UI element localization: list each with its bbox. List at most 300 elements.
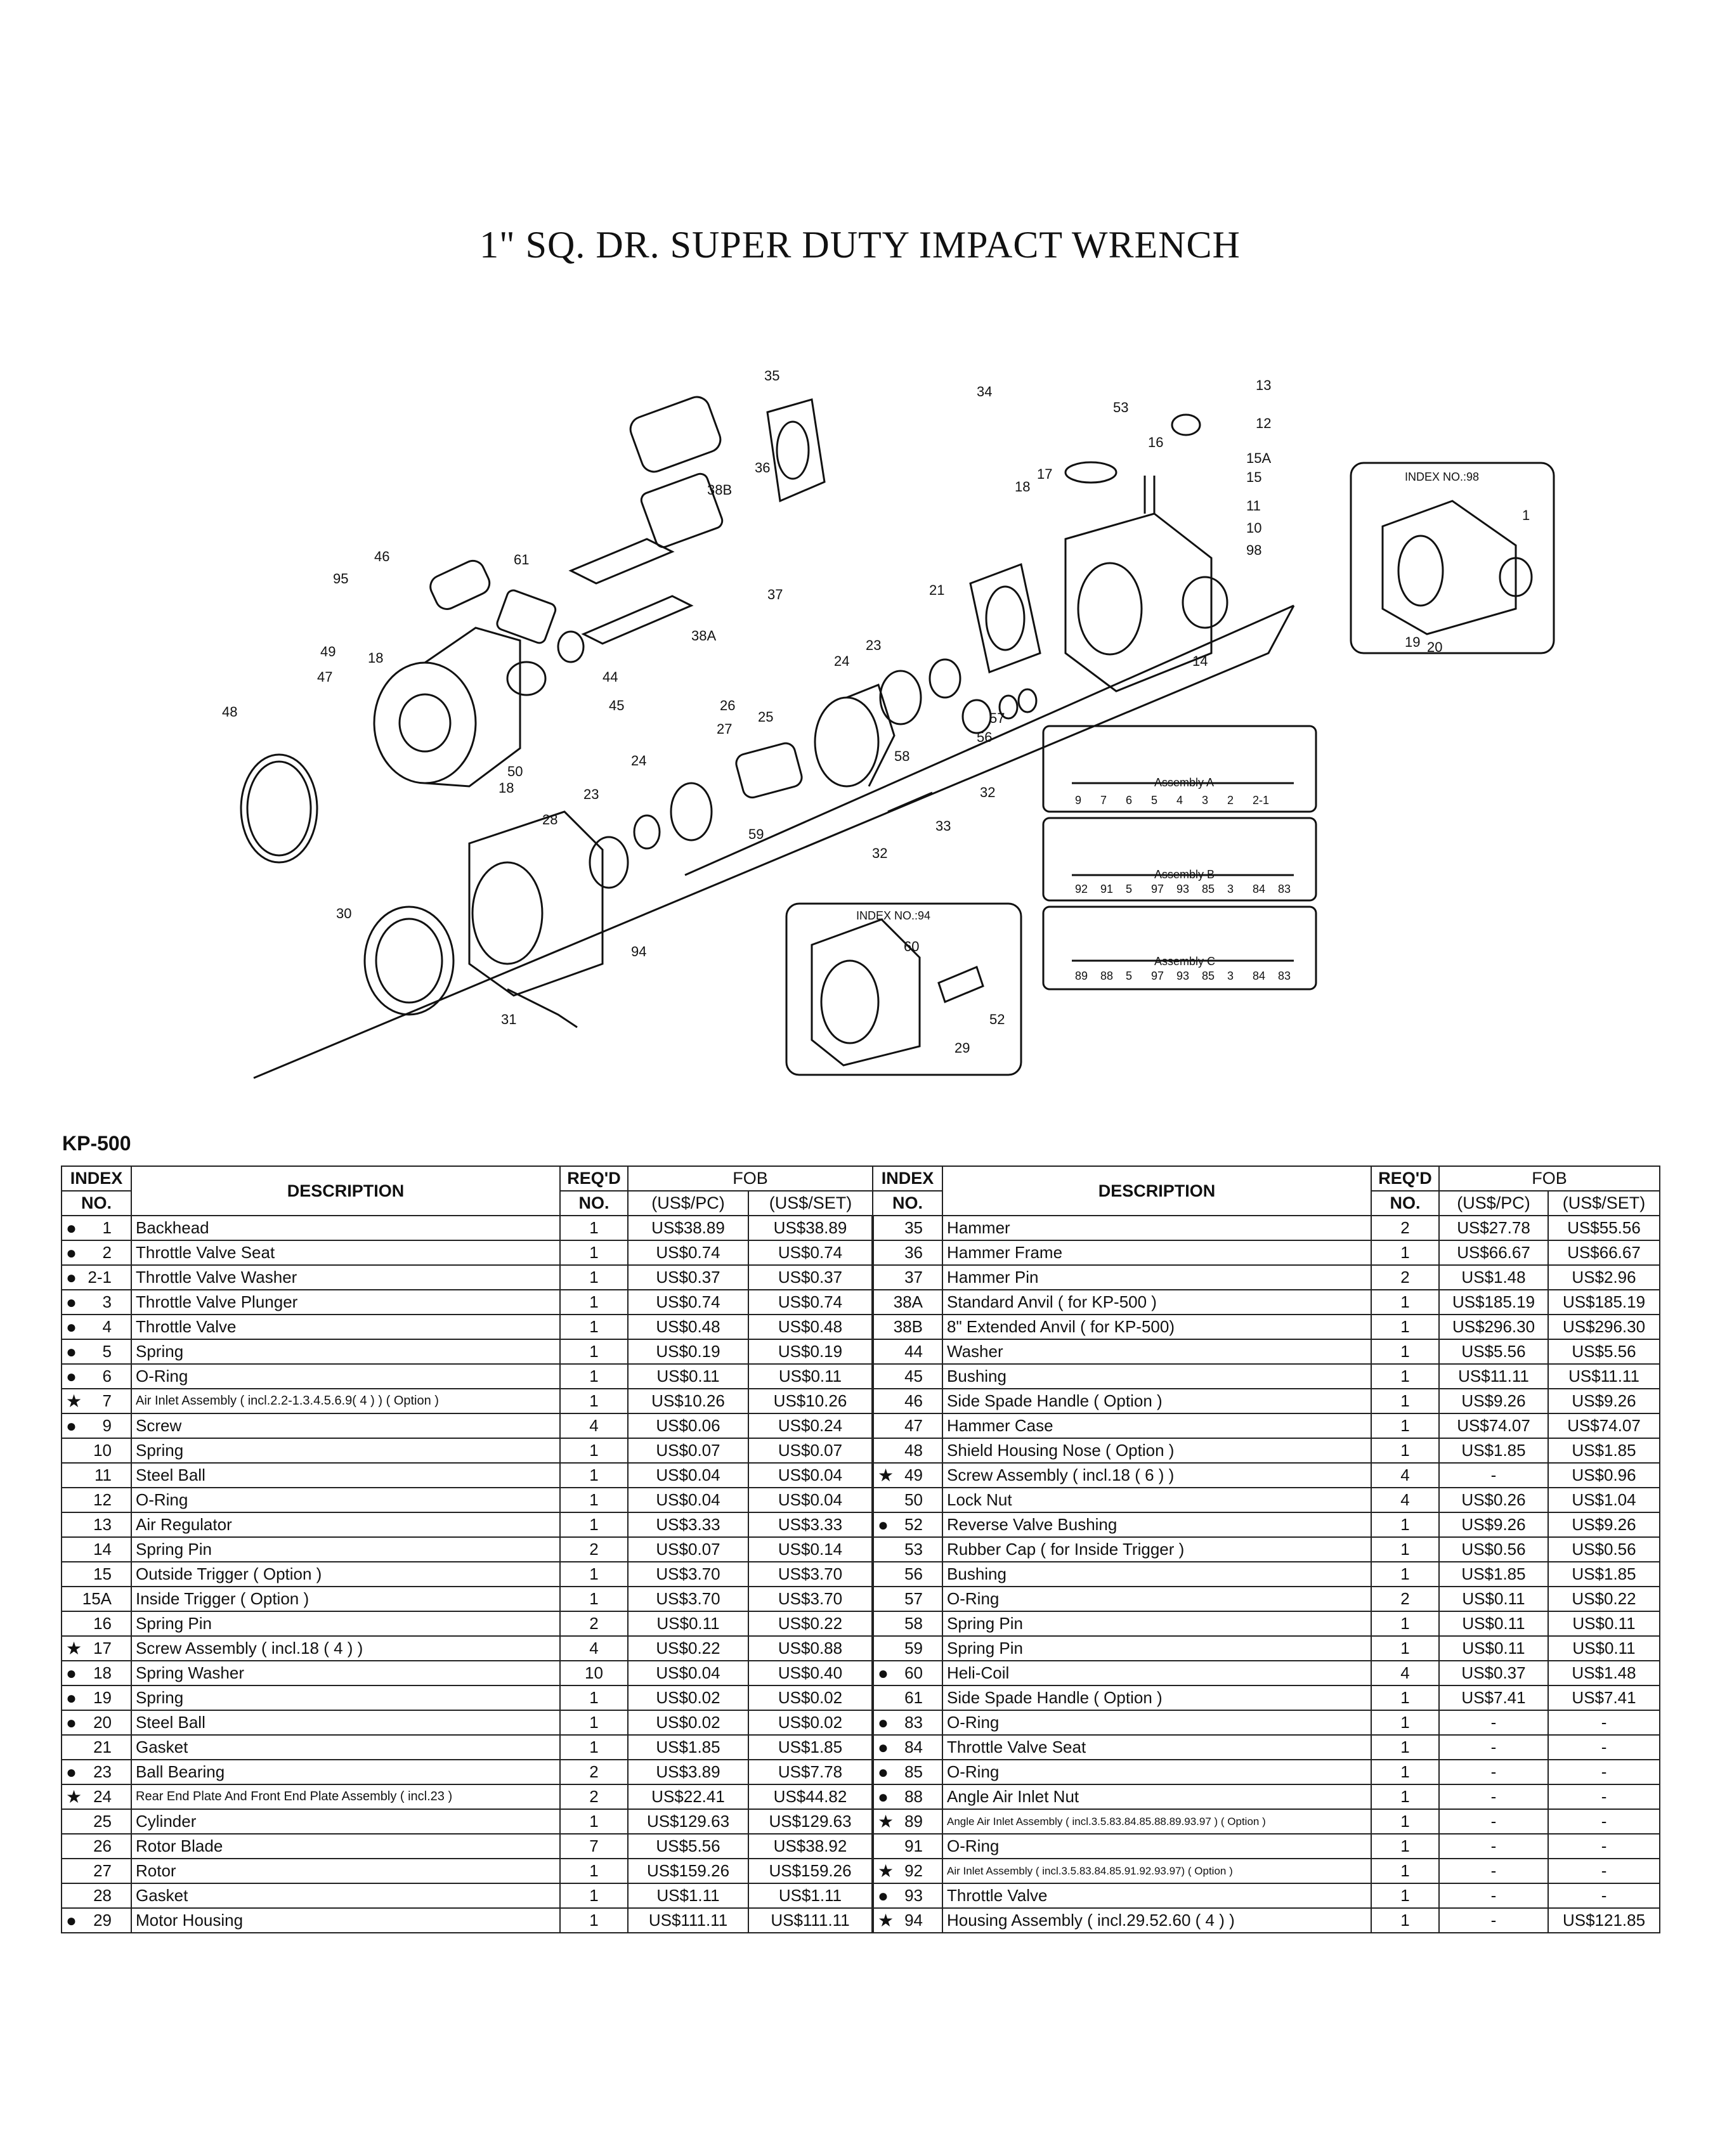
table-row xyxy=(62,1216,1660,1240)
quantity-cell: 2 xyxy=(560,1760,628,1784)
price-per-piece-cell: US$0.22 xyxy=(628,1636,748,1661)
assembly-part-3: 3 xyxy=(1227,883,1234,895)
table-row xyxy=(62,1389,1660,1413)
table-row xyxy=(62,1438,1660,1463)
price-per-set-header: (US$/SET) xyxy=(1548,1191,1660,1216)
index-number: 2 xyxy=(102,1243,112,1262)
quantity-cell: 1 xyxy=(1371,1834,1439,1859)
price-per-set-cell: US$0.19 xyxy=(748,1339,873,1364)
callout-25: 25 xyxy=(758,709,774,725)
quantity-cell: 4 xyxy=(1371,1488,1439,1512)
price-per-set-cell: - xyxy=(1548,1883,1660,1908)
price-per-set-header: (US$/SET) xyxy=(748,1191,873,1216)
callout-14: 14 xyxy=(1192,653,1208,669)
index-cell xyxy=(62,1661,131,1685)
price-per-piece-cell: US$0.02 xyxy=(628,1685,748,1710)
description-cell: Spring Pin xyxy=(942,1636,1371,1661)
index-number: 2-1 xyxy=(88,1268,112,1287)
assembly-part-83: 83 xyxy=(1278,970,1291,982)
table-row xyxy=(62,1240,1660,1265)
index-cell xyxy=(873,1735,942,1760)
description-cell: O-Ring xyxy=(131,1488,560,1512)
price-per-piece-cell: US$0.11 xyxy=(1439,1611,1548,1636)
assembly-part-89: 89 xyxy=(1075,970,1088,982)
description-cell: Hammer Frame xyxy=(942,1240,1371,1265)
index-number: 92 xyxy=(904,1861,923,1880)
quantity-cell: 1 xyxy=(560,1364,628,1389)
index-number: 93 xyxy=(904,1886,923,1905)
index-cell xyxy=(62,1760,131,1784)
index-number: 35 xyxy=(904,1218,923,1237)
price-per-piece-cell: US$0.04 xyxy=(628,1488,748,1512)
star-icon: ★ xyxy=(878,1465,894,1485)
index-number: 27 xyxy=(93,1861,112,1880)
description-cell: Air Inlet Assembly ( incl.2.2-1.3.4.5.6.9( 4 ) ) ( Option ) xyxy=(131,1389,560,1413)
index-cell xyxy=(62,1315,131,1339)
index-number: 17 xyxy=(93,1639,112,1658)
index-number: 7 xyxy=(102,1391,112,1410)
description-cell: O-Ring xyxy=(942,1760,1371,1784)
description-cell: Throttle Valve Washer xyxy=(131,1265,560,1290)
index-cell xyxy=(873,1859,942,1883)
assembly-part-92: 92 xyxy=(1075,883,1088,895)
description-cell: Screw Assembly ( incl.18 ( 4 ) ) xyxy=(131,1636,560,1661)
model-number: KP-500 xyxy=(62,1132,131,1155)
price-per-set-cell: US$74.07 xyxy=(1548,1413,1660,1438)
table-row xyxy=(62,1784,1660,1809)
description-cell: Rotor xyxy=(131,1859,560,1883)
callout-33: 33 xyxy=(935,818,951,834)
price-per-piece-cell: US$129.63 xyxy=(628,1809,748,1834)
price-per-piece-cell: - xyxy=(1439,1859,1548,1883)
index-number: 29 xyxy=(93,1911,112,1930)
price-per-set-cell: US$9.26 xyxy=(1548,1389,1660,1413)
index-cell xyxy=(62,1438,131,1463)
callout-47: 47 xyxy=(317,669,333,685)
quantity-cell: 2 xyxy=(1371,1587,1439,1611)
index-number: 15 xyxy=(93,1564,112,1583)
price-per-set-cell: US$5.56 xyxy=(1548,1339,1660,1364)
table-row xyxy=(62,1760,1660,1784)
index-number: 26 xyxy=(93,1836,112,1855)
callout-19: 19 xyxy=(1405,634,1421,650)
reqd-header: REQ'D xyxy=(560,1166,628,1191)
description-cell: Air Inlet Assembly ( incl.3.5.83.84.85.91.92.93.97) ( Option ) xyxy=(942,1859,1371,1883)
callout-15: 15 xyxy=(1246,469,1262,485)
price-per-piece-cell: US$185.19 xyxy=(1439,1290,1548,1315)
price-per-piece-cell: US$3.70 xyxy=(628,1587,748,1611)
price-per-piece-cell: US$0.74 xyxy=(628,1240,748,1265)
index-number: 24 xyxy=(93,1787,112,1806)
index-cell xyxy=(873,1587,942,1611)
price-per-set-cell: US$7.41 xyxy=(1548,1685,1660,1710)
quantity-cell: 1 xyxy=(1371,1413,1439,1438)
price-per-piece-cell: - xyxy=(1439,1784,1548,1809)
callout-18: 18 xyxy=(368,650,384,666)
index-cell xyxy=(62,1562,131,1587)
description-cell: Side Spade Handle ( Option ) xyxy=(942,1389,1371,1413)
assembly-part-85: 85 xyxy=(1202,970,1215,982)
price-per-piece-cell: US$0.11 xyxy=(628,1611,748,1636)
quantity-cell: 7 xyxy=(560,1834,628,1859)
index-cell xyxy=(873,1537,942,1562)
cylinder xyxy=(815,698,878,786)
index-cell xyxy=(62,1537,131,1562)
price-per-piece-cell: US$111.11 xyxy=(628,1908,748,1933)
callout-48: 48 xyxy=(222,704,238,720)
table-row xyxy=(62,1834,1660,1859)
quantity-cell: 1 xyxy=(560,1389,628,1413)
price-per-set-cell: US$0.22 xyxy=(1548,1587,1660,1611)
price-per-set-cell: US$121.85 xyxy=(1548,1908,1660,1933)
table-row xyxy=(62,1883,1660,1908)
index-number: 46 xyxy=(904,1391,923,1410)
index-cell xyxy=(62,1488,131,1512)
table-row xyxy=(62,1290,1660,1315)
quantity-cell: 1 xyxy=(560,1240,628,1265)
price-per-piece-cell: US$0.02 xyxy=(628,1710,748,1735)
price-per-piece-cell: US$74.07 xyxy=(1439,1413,1548,1438)
gasket-21 xyxy=(970,564,1040,672)
index-cell xyxy=(873,1339,942,1364)
index-number: 13 xyxy=(93,1515,112,1534)
price-per-piece-cell: US$0.74 xyxy=(628,1290,748,1315)
index-cell xyxy=(62,1859,131,1883)
price-per-piece-cell: US$1.85 xyxy=(1439,1438,1548,1463)
quantity-cell: 1 xyxy=(1371,1908,1439,1933)
index-number: 91 xyxy=(904,1836,923,1855)
assembly-part-88: 88 xyxy=(1100,970,1114,982)
price-per-piece-cell: US$0.07 xyxy=(628,1537,748,1562)
price-per-set-cell: US$7.78 xyxy=(748,1760,873,1784)
quantity-cell: 1 xyxy=(1371,1389,1439,1413)
index-number: 38B xyxy=(893,1317,923,1336)
index-number: 58 xyxy=(904,1614,923,1633)
callout-29: 29 xyxy=(954,1040,970,1056)
assembly-b-label: Assembly B xyxy=(1154,868,1215,881)
description-cell: Throttle Valve xyxy=(942,1883,1371,1908)
price-per-piece-cell: US$7.41 xyxy=(1439,1685,1548,1710)
callout-13: 13 xyxy=(1256,377,1272,393)
callout-61: 61 xyxy=(514,552,530,568)
bullet-icon: ● xyxy=(66,1292,77,1312)
index-94-label: INDEX NO.:94 xyxy=(856,909,931,922)
index-number: 21 xyxy=(93,1737,112,1757)
description-cell: Spring Pin xyxy=(131,1537,560,1562)
exploded-parts-diagram xyxy=(190,355,1586,1084)
price-per-set-cell: US$1.85 xyxy=(1548,1438,1660,1463)
description-cell: Spring Pin xyxy=(942,1611,1371,1636)
price-per-set-cell: US$0.04 xyxy=(748,1463,873,1488)
assembly-part-3: 3 xyxy=(1202,794,1209,807)
index-cell xyxy=(62,1240,131,1265)
price-per-piece-cell: US$5.56 xyxy=(1439,1339,1548,1364)
table-row xyxy=(62,1859,1660,1883)
callout-24: 24 xyxy=(631,753,647,769)
price-per-piece-cell: US$9.26 xyxy=(1439,1389,1548,1413)
no-header: NO. xyxy=(62,1191,131,1216)
description-cell: Reverse Valve Bushing xyxy=(942,1512,1371,1537)
quantity-cell: 10 xyxy=(560,1661,628,1685)
index-cell xyxy=(873,1809,942,1834)
rotor xyxy=(734,741,804,800)
description-cell: Backhead xyxy=(131,1216,560,1240)
price-per-set-cell: US$0.11 xyxy=(748,1364,873,1389)
assembly-part-5: 5 xyxy=(1126,883,1133,895)
star-icon: ★ xyxy=(878,1911,894,1930)
quantity-cell: 2 xyxy=(1371,1216,1439,1240)
index-cell xyxy=(62,1587,131,1611)
index-number: 45 xyxy=(904,1367,923,1386)
price-per-set-cell: US$111.11 xyxy=(748,1908,873,1933)
callout-38A: 38A xyxy=(691,628,717,644)
price-per-piece-cell: US$0.07 xyxy=(628,1438,748,1463)
price-per-set-cell: US$0.56 xyxy=(1548,1537,1660,1562)
callout-20: 20 xyxy=(1427,639,1443,655)
index-number: 56 xyxy=(904,1564,923,1583)
index-number: 84 xyxy=(904,1737,923,1757)
assembly-part-2: 2 xyxy=(1227,794,1234,807)
motor-housing xyxy=(469,812,603,996)
quantity-cell: 1 xyxy=(1371,1240,1439,1265)
callout-35: 35 xyxy=(764,368,780,384)
star-icon: ★ xyxy=(878,1812,894,1831)
index-cell xyxy=(873,1661,942,1685)
bullet-icon: ● xyxy=(66,1317,77,1337)
price-per-set-cell: US$296.30 xyxy=(1548,1315,1660,1339)
quantity-cell: 2 xyxy=(560,1537,628,1562)
quantity-cell: 1 xyxy=(1371,1735,1439,1760)
price-per-piece-cell: US$0.37 xyxy=(1439,1661,1548,1685)
index-cell xyxy=(873,1413,942,1438)
price-per-set-cell: US$0.04 xyxy=(748,1488,873,1512)
price-per-piece-cell: US$3.33 xyxy=(628,1512,748,1537)
description-cell: Motor Housing xyxy=(131,1908,560,1933)
index-number: 23 xyxy=(93,1762,112,1781)
table-row xyxy=(62,1661,1660,1685)
callout-15A: 15A xyxy=(1246,450,1272,466)
price-per-piece-cell: US$1.85 xyxy=(1439,1562,1548,1587)
description-cell: Side Spade Handle ( Option ) xyxy=(942,1685,1371,1710)
star-icon: ★ xyxy=(66,1391,82,1411)
quantity-cell: 1 xyxy=(1371,1809,1439,1834)
description-header: DESCRIPTION xyxy=(131,1166,560,1216)
price-per-set-cell: US$0.74 xyxy=(748,1290,873,1315)
table-row xyxy=(62,1265,1660,1290)
assembly-part-3: 3 xyxy=(1227,970,1234,982)
quantity-cell: 2 xyxy=(560,1611,628,1636)
index-cell xyxy=(62,1784,131,1809)
index-number: 61 xyxy=(904,1688,923,1707)
index-header: INDEX xyxy=(62,1166,131,1191)
price-per-piece-cell: US$1.85 xyxy=(628,1735,748,1760)
callout-30: 30 xyxy=(336,906,352,921)
index-cell xyxy=(873,1438,942,1463)
quantity-cell: 1 xyxy=(560,1883,628,1908)
price-per-piece-cell: - xyxy=(1439,1883,1548,1908)
assembly-part-83: 83 xyxy=(1278,883,1291,895)
index-cell xyxy=(873,1636,942,1661)
description-cell: Bushing xyxy=(942,1364,1371,1389)
quantity-cell: 1 xyxy=(1371,1315,1439,1339)
price-per-set-cell: US$0.11 xyxy=(1548,1636,1660,1661)
index-cell xyxy=(873,1710,942,1735)
callout-32: 32 xyxy=(872,845,888,861)
quantity-cell: 1 xyxy=(1371,1537,1439,1562)
star-icon: ★ xyxy=(66,1787,82,1807)
quantity-cell: 1 xyxy=(560,1488,628,1512)
assembly-part-2-1: 2-1 xyxy=(1253,794,1270,807)
price-per-piece-cell: - xyxy=(1439,1834,1548,1859)
assembly-part-93: 93 xyxy=(1176,883,1190,895)
price-per-piece-cell: US$22.41 xyxy=(628,1784,748,1809)
quantity-cell: 2 xyxy=(560,1784,628,1809)
callout-24: 24 xyxy=(834,653,850,669)
callout-60: 60 xyxy=(904,938,920,954)
index-number: 4 xyxy=(102,1317,112,1336)
index-number: 14 xyxy=(93,1540,112,1559)
assembly-part-91: 91 xyxy=(1100,883,1114,895)
price-per-piece-cell: US$10.26 xyxy=(628,1389,748,1413)
table-row xyxy=(62,1809,1660,1834)
quantity-cell: 1 xyxy=(1371,1685,1439,1710)
price-per-set-cell: US$0.11 xyxy=(1548,1611,1660,1636)
index-cell xyxy=(873,1463,942,1488)
price-per-piece-cell: US$27.78 xyxy=(1439,1216,1548,1240)
callout-59: 59 xyxy=(748,826,764,842)
reqd-header: REQ'D xyxy=(1371,1166,1439,1191)
index-cell xyxy=(62,1463,131,1488)
quantity-cell: 1 xyxy=(1371,1339,1439,1364)
description-cell: Spring Pin xyxy=(131,1611,560,1636)
description-cell: O-Ring xyxy=(942,1710,1371,1735)
index-number: 60 xyxy=(904,1663,923,1682)
quantity-cell: 1 xyxy=(560,1512,628,1537)
index-number: 38A xyxy=(893,1292,923,1311)
bullet-icon: ● xyxy=(878,1787,889,1807)
price-per-set-cell: US$3.70 xyxy=(748,1562,873,1587)
description-cell: Spring xyxy=(131,1339,560,1364)
assembly-part-84: 84 xyxy=(1253,883,1266,895)
price-per-set-cell: - xyxy=(1548,1760,1660,1784)
description-cell: Air Regulator xyxy=(131,1512,560,1537)
price-per-piece-cell: US$5.56 xyxy=(628,1834,748,1859)
description-cell: Screw Assembly ( incl.18 ( 6 ) ) xyxy=(942,1463,1371,1488)
callout-17: 17 xyxy=(1037,466,1053,482)
table-row xyxy=(62,1339,1660,1364)
no-header: NO. xyxy=(873,1191,942,1216)
index-cell xyxy=(62,1636,131,1661)
index-cell xyxy=(873,1389,942,1413)
table-row xyxy=(62,1315,1660,1339)
description-cell: Shield Housing Nose ( Option ) xyxy=(942,1438,1371,1463)
callout-16: 16 xyxy=(1148,434,1164,450)
price-per-piece-cell: US$66.67 xyxy=(1439,1240,1548,1265)
index-number: 83 xyxy=(904,1713,923,1732)
callout-36: 36 xyxy=(755,460,771,476)
index-number: 59 xyxy=(904,1639,923,1658)
callout-27: 27 xyxy=(717,721,733,737)
description-cell: Washer xyxy=(942,1339,1371,1364)
price-per-piece-cell: US$0.19 xyxy=(628,1339,748,1364)
hammer-case xyxy=(374,663,476,783)
index-number: 19 xyxy=(93,1688,112,1707)
price-per-set-cell: US$1.11 xyxy=(748,1883,873,1908)
index-header: INDEX xyxy=(873,1166,942,1191)
index-number: 1 xyxy=(102,1218,112,1237)
price-per-set-cell: US$9.26 xyxy=(1548,1512,1660,1537)
table-row xyxy=(62,1587,1660,1611)
index-cell xyxy=(62,1512,131,1537)
price-per-set-cell: US$66.67 xyxy=(1548,1240,1660,1265)
index-cell xyxy=(62,1216,131,1240)
quantity-cell: 1 xyxy=(560,1809,628,1834)
index-98-label: INDEX NO.:98 xyxy=(1405,471,1480,483)
table-row xyxy=(62,1685,1660,1710)
callout-58: 58 xyxy=(894,748,910,764)
index-cell xyxy=(873,1265,942,1290)
price-per-set-cell: US$0.07 xyxy=(748,1438,873,1463)
quantity-cell: 1 xyxy=(560,1859,628,1883)
callout-44: 44 xyxy=(603,669,618,685)
description-cell: Standard Anvil ( for KP-500 ) xyxy=(942,1290,1371,1315)
assembly-part-84: 84 xyxy=(1253,970,1266,982)
callout-32: 32 xyxy=(980,784,996,800)
price-per-set-cell: - xyxy=(1548,1834,1660,1859)
quantity-cell: 1 xyxy=(560,1290,628,1315)
quantity-cell: 1 xyxy=(1371,1710,1439,1735)
price-per-set-cell: - xyxy=(1548,1784,1660,1809)
index-number: 28 xyxy=(93,1886,112,1905)
price-per-set-cell: US$0.24 xyxy=(748,1413,873,1438)
callout-26: 26 xyxy=(720,698,736,713)
index-number: 88 xyxy=(904,1787,923,1806)
index-number: 44 xyxy=(904,1342,923,1361)
quantity-cell: 1 xyxy=(1371,1512,1439,1537)
fob-header: FOB xyxy=(628,1166,873,1191)
quantity-cell: 1 xyxy=(1371,1438,1439,1463)
description-cell: Throttle Valve Seat xyxy=(942,1735,1371,1760)
description-cell: Rotor Blade xyxy=(131,1834,560,1859)
quantity-cell: 1 xyxy=(560,1315,628,1339)
table-row xyxy=(62,1537,1660,1562)
table-row xyxy=(62,1463,1660,1488)
index-number: 85 xyxy=(904,1762,923,1781)
index-cell xyxy=(873,1685,942,1710)
description-cell: Hammer Pin xyxy=(942,1265,1371,1290)
price-per-piece-cell: US$159.26 xyxy=(628,1859,748,1883)
price-per-piece-cell: US$0.26 xyxy=(1439,1488,1548,1512)
index-cell xyxy=(62,1883,131,1908)
assembly-connector-line xyxy=(254,606,1294,1078)
callout-37: 37 xyxy=(767,587,783,602)
table-row xyxy=(62,1710,1660,1735)
price-per-set-cell: US$0.88 xyxy=(748,1636,873,1661)
assembly-part-97: 97 xyxy=(1151,883,1164,895)
table-row xyxy=(62,1908,1660,1933)
description-cell: Rubber Cap ( for Inside Trigger ) xyxy=(942,1537,1371,1562)
price-per-piece-cell: US$0.11 xyxy=(1439,1587,1548,1611)
index-cell xyxy=(873,1290,942,1315)
quantity-cell: 1 xyxy=(1371,1859,1439,1883)
quantity-cell: 2 xyxy=(1371,1265,1439,1290)
price-per-set-cell: US$3.70 xyxy=(748,1587,873,1611)
price-per-piece-cell: - xyxy=(1439,1809,1548,1834)
price-per-set-cell: US$1.48 xyxy=(1548,1661,1660,1685)
index-cell xyxy=(62,1809,131,1834)
description-cell: Throttle Valve Seat xyxy=(131,1240,560,1265)
price-per-piece-cell: US$296.30 xyxy=(1439,1315,1548,1339)
